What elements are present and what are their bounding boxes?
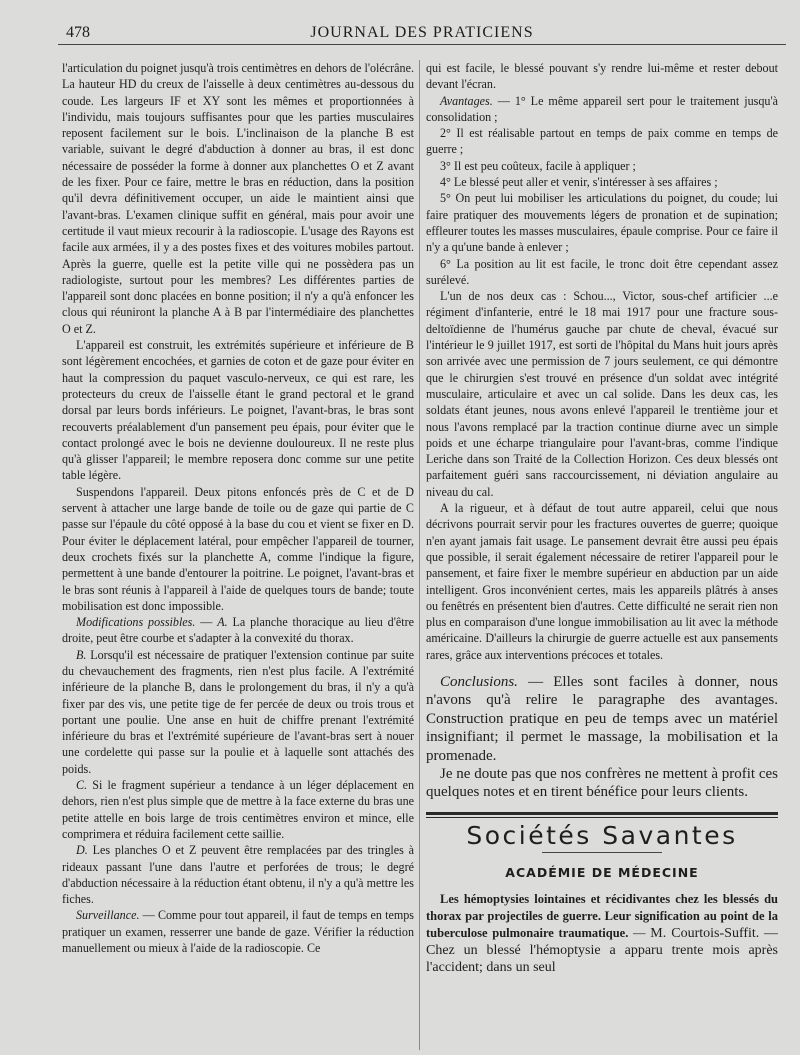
paragraph-device-dimensions: l'articulation du poignet jusqu'à trois centimètres en dehors de l'olécrâne. La hauteur HD du creux de l'aisselle à deux centimètres au-dessous du coude. Les largeurs IF et XY sont les mêmes et proportionnées à l'individu, mais toujours suffisantes pour que les parties musculaires reposent facilement sur le bois. L'inclinaison de la planche B est variable, suivant le degré d'abduction à donner au bras, il est donc nécessaire de posséder la forme à donner aux planchettes O et Z avant de les fixer. Pour ce faire, mettre le bras en réduction, dans la position qu'il devra définitivement occuper, un aide le maintient ainsi que l'avant-bras. L'examen clinique suffit en général, mais pour avoir une certitude il vaut mieux recourir à la radioscopie. L'usage des Rayons est facile aux armées, il y a des postes fixes et des voitures mobiles partout. Après la guerre, quelle est la petite ville qui ne possèdera pas un radiologiste, surtout pour les membres? Les différentes parties de l'appareil sont donc placées en bonne position; il n'y a qu'à enfoncer les clous qui réuniront la planche A à B par l'intermédiaire des planchettes O et Z. xyxy=(62,61,414,336)
paragraph-device-construction: L'appareil est construit, les extrémités supérieure et inférieure de B sont légèrement encochées, et garnies de coton et de gaze pour éviter en haut la compression du paquet vasculo-nerveux, ce qui est rare, les protecteurs du creux de l'aisselle étant le grand pectoral et le grand dorsal par leurs bords inférieurs. Le poignet, l'avant-bras, le bras sont recouverts préalablement d'un pansement peu épais, pour éviter que le contact prolongé avec le bois ne devienne douloureux. Il ne reste plus qu'à glisser l'appareil; le membre reposera donc comme sur une petite table légère. xyxy=(62,338,414,483)
advantage-item: 6° La position au lit est facile, le tronc doit être cependant assez surélevé. xyxy=(426,256,778,287)
paragraph-modification-c: C. Si le fragment supérieur a tendance à un léger déplacement en dehors, rien n'est plus simple que de mettre à la face externe du bras une petite attelle en bois large de trois centimètres environ et mince, elle comprimera et réduira facilement cette saillie. xyxy=(62,778,414,841)
paragraph-modification-a: Modifications possibles. — A. La planche thoracique au lieu d'être droite, peut être courbe et s'adapter à la convexité du thorax. xyxy=(62,615,414,646)
paragraph-continuation: qui est facile, le blessé pouvant s'y rendre lui-même et rester debout devant l'écran. xyxy=(426,61,778,92)
column-divider xyxy=(419,60,420,1050)
right-column xyxy=(426,60,778,1050)
article-title: Les hémoptysies lointaines et récidivantes chez les blessés du thorax par projectiles de guerre. Leur signification au point de la tuberculose pulmonaire traumatique. xyxy=(426,892,778,941)
academy-heading: ACADÉMIE DE MÉDECINE xyxy=(505,865,699,881)
article-author: M. Courtois-Suffit. xyxy=(650,926,760,942)
paragraph-open-fractures: A la rigueur, et à défaut de tout autre appareil, celui que nous décrivons pourrait servir pour les fractures ouvertes de guerre; quoique n'en ayant jamais fait usage. Le pansement devrait être aussi peu épais que possible, il serait également nécessaire de retirer l'appareil pour le pansement, et faire fixer le membre supérieur en abduction par un aide intelligent. Gros inconvénient certes, mais les appareils plâtrés à anses ou fenêtrés en présentent bien d'autres. Cette difficulté ne serait rien non plus en comparaison d'une longue immobilisation au lit avec la méthode américaine. D'ailleurs la chirurgie de guerre actuelle est aux pansements rares, grâce aux interventions précoces et totales. xyxy=(426,501,778,662)
surveillance-label: Surveillance. xyxy=(76,908,140,923)
paragraph-advantages: Avantages. — 1° Le même appareil sert pour le traitement jusqu'à consolidation ; xyxy=(426,93,778,124)
paragraph-closing: Je ne doute pas que nos confrères ne mettent à profit ces quelques notes et en tirent bénéfice pour leurs clients. xyxy=(426,766,778,801)
paragraph-suspension: Suspendons l'appareil. Deux pitons enfoncés près de C et de D servent à attacher une large bande de toile ou de gaze qui partie de C passe sur l'épaule du côté opposé à la base du cou et vient se fixer en D. Pour éviter le déplacement latéral, pour empêcher l'appareil de tourner, deux crochets fixés sur la planchette A, comme l'indique la figure, permettent à une bande d'entourer la poitrine. Le poignet, l'avant-bras et le bras sont réunis à l'appareil à l'aide de quelques tours de bande; toute mobilisation est donc impossible. xyxy=(62,484,414,613)
page-header xyxy=(58,22,786,45)
advantage-item: 2° Il est réalisable partout en temps de paix comme en temps de guerre ; xyxy=(426,126,778,157)
paragraph-hemoptysis: Les hémoptysies lointaines et récidivantes chez les blessés du thorax par projectiles de guerre. Leur signification au point de la tuberculose pulmonaire traumatique. — M. Courtois-Suffit. — Chez un blessé l'hémoptysie a apparu trente mois après l'accident; dans un seul xyxy=(426,892,778,976)
page-number: 478 xyxy=(66,24,90,41)
conclusions-label: Conclusions. xyxy=(440,673,518,690)
left-column xyxy=(62,60,414,1050)
title-rule xyxy=(542,852,662,853)
advantage-item: 5° On peut lui mobiliser les articulations du poignet, du coude; lui faire pratiquer des mouvements légers de pronation et de supination; effleurer toutes les masses musculaires, épaule comprise. Pour ce faire il n'y a qu'une bande à enlever ; xyxy=(426,191,778,255)
advantage-item: 4° Le blessé peut aller et venir, s'intéresser à ses affaires ; xyxy=(440,175,718,190)
section-title: Sociétés Savantes xyxy=(466,820,738,850)
paragraph-case-report: L'un de nos deux cas : Schou..., Victor, sous-chef artificier ...e régiment d'infanterie, entré le 18 mai 1917 pour une fracture sous-deltoïdienne de l'humérus gauche par chute de cheval, évacué sur l'intérieur le 9 juillet 1917, est sorti de l'hôpital du Mans huit jours après son arrivée avec une permission de 7 jours seulement, ce qui démontre que le chirurgien s'est trouvé en présence d'un soldat avec intégrité musculaire, articulaire et avec un cal solide. Dans les deux cas, les soldats étant jeunes, nous avons enlevé l'appareil le trentième jour et nous l'avons remplacé par la traction continue diurne avec un simple poids et une écharpe triangulaire pour l'avant-bras, comme l'indique Leriche dans son Traité de la Collection Horizon. Ces deux blessés ont parfaitement guéri sans raccourcissement, ni déviation angulaire au niveau du cal. xyxy=(426,289,778,499)
paragraph-modification-b: B. Lorsqu'il est nécessaire de pratiquer l'extension continue par suite du chevauchement des fragments, rien n'est plus facile. A l'extrémité inférieure de la planche B, dans le prolongement du bras, il n'y a qu'à fixer par des vis, une petite tige de fer percée de deux ou trois trous et portant une poulie. Une anse en huit de chiffre prenant l'extrémité inférieure du bras et l'extrémité supérieure de l'avant-bras sert à nouer une cordelette qui passe sur la poulie et à laquelle sont attachés des poids. xyxy=(62,647,414,776)
journal-title: JOURNAL DES PRATICIENS xyxy=(310,24,534,41)
modifications-label: Modifications possibles. xyxy=(76,615,196,630)
advantage-item: 3° Il est peu coûteux, facile à appliquer ; xyxy=(440,158,636,173)
paragraph-conclusions: Conclusions. — Elles sont faciles à donner, nous n'avons qu'à relire le paragraphe des avantages. Construction pratique en peu de temps avec un matériel insignifiant; il permet le massage, la mobilisation et la promenade. xyxy=(426,673,778,764)
advantages-label: Avantages. xyxy=(440,93,493,108)
paragraph-modification-d: D. Les planches O et Z peuvent être remplacées par des tringles à rideaux passant l'une dans l'autre et perforées de trous; le degré d'abduction nécessaire à la réduction étant obtenu, il n'y a qu'à mettre les fiches. xyxy=(62,843,414,907)
conclusions-block xyxy=(426,673,778,802)
section-rule-thin xyxy=(426,817,778,818)
section-rule-thick xyxy=(426,812,778,815)
paragraph-surveillance: Surveillance. — Comme pour tout appareil, il faut de temps en temps pratiquer un examen, resserrer une bande de gaze. Vérifier la réduction manuellement ou mieux à l'aide de la radioscopie. Ce xyxy=(62,908,414,956)
